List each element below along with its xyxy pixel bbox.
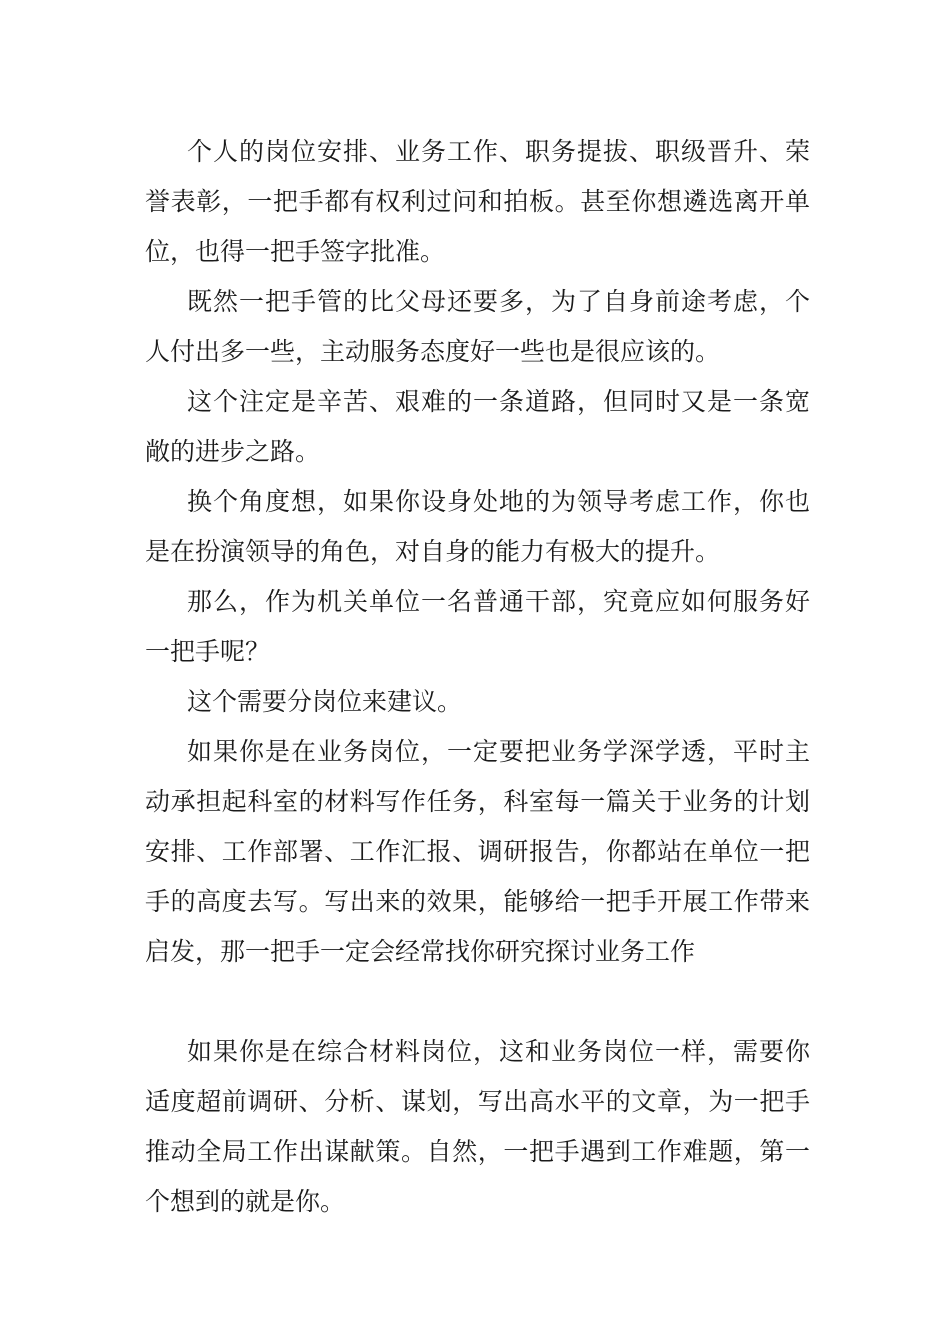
paragraph-6: 这个需要分岗位来建议。 [187,687,463,716]
paragraph-3: 这个注定是辛苦、艰难的一条道路，但同时又是一条宽敞的进步之路。 [145,387,810,466]
paragraph-5: 那么，作为机关单位一名普通干部，究竟应如何服务好一把手呢？ [145,587,810,666]
paragraph-4: 换个角度想，如果你设身处地的为领导考虑工作，你也是在扮演领导的角色，对自身的能力有极大的提升。 [145,487,810,566]
paragraph-2: 既然一把手管的比父母还要多，为了自身前途考虑，个人付出多一些，主动服务态度好一些也是很应该的。 [145,287,810,366]
paragraph-8: 如果你是在综合材料岗位，这和业务岗位一样，需要你适度超前调研、分析、谋划，写出高水平的文章，为一把手推动全局工作出谋献策。自然，一把手遇到工作难题，第一个想到的就是你。 [145,1037,810,1216]
paragraph-gap [145,977,810,1027]
document-body [145,127,810,1227]
paragraph-7: 如果你是在业务岗位，一定要把业务学深学透，平时主动承担起科室的材料写作任务，科室每一篇关于业务的计划安排、工作部署、工作汇报、调研报告，你都站在单位一把手的高度去写。写出来的效果，能够给一把手开展工作带来启发，那一把手一定会经常找你研究探讨业务工作 [145,737,810,966]
paragraph-1: 个人的岗位安排、业务工作、职务提拔、职级晋升、荣誉表彰，一把手都有权利过问和拍板。甚至你想遴选离开单位，也得一把手签字批准。 [145,137,810,266]
